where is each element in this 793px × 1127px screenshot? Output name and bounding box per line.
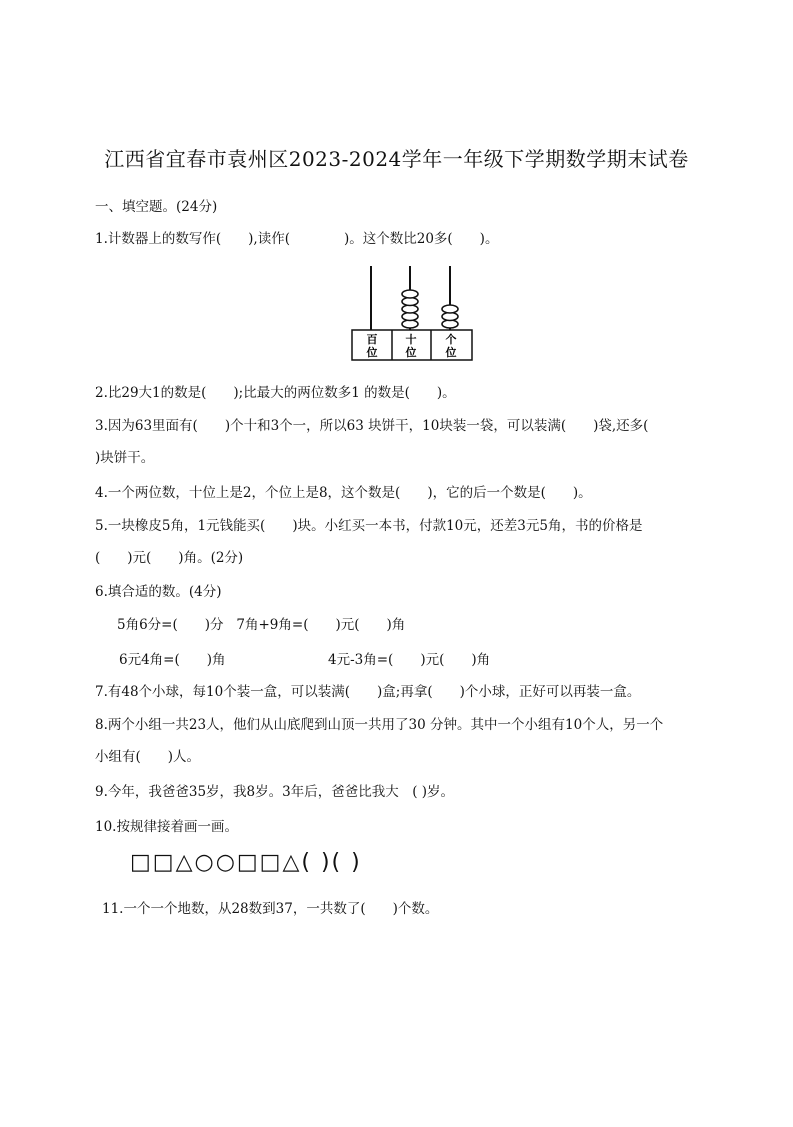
question-6-row-2b: 4元-3角=( )元( )角: [328, 652, 491, 668]
question-3-line-2: )块饼干。: [95, 450, 155, 466]
question-4: 4.一个两位数，十位上是2，个位上是8，这个数是( )，它的后一个数是( )。: [95, 485, 592, 501]
question-6: 6.填合适的数。(4分): [95, 584, 222, 600]
question-8-line-1: 8.两个小组一共23人，他们从山底爬到山顶一共用了30 分钟。其中一个小组有10个人，另一个: [95, 717, 664, 733]
abacus-bead-tens: [402, 290, 418, 298]
abacus-bead-ones: [442, 305, 458, 313]
question-2: 2.比29大1的数是( );比最大的两位数多1 的数是( )。: [95, 385, 456, 401]
abacus-figure: [348, 263, 478, 363]
section-heading: 一、填空题。(24分): [95, 199, 218, 215]
question-7: 7.有48个小球，每10个装一盒，可以装满( )盒;再拿( )个小球，正好可以再装一盒。: [95, 684, 641, 700]
page-title: 江西省宜春市袁州区2023-2024学年一年级下学期数学期末试卷: [104, 147, 689, 171]
question-9: 9.今年，我爸爸35岁，我8岁。3年后，爸爸比我大 ( )岁。: [95, 784, 455, 800]
question-1: 1.计数器上的数写作( ),读作( )。这个数比20多( )。: [95, 231, 499, 247]
question-10: 10.按规律接着画一画。: [95, 819, 238, 835]
question-11: 11.一个一个地数，从28数到37，一共数了( )个数。: [102, 901, 439, 917]
question-6-row-1: 5角6分=( )分 7角+9角=( )元( )角: [117, 617, 406, 633]
question-8-line-2: 小组有( )人。: [95, 749, 201, 765]
question-6-row-2a: 6元4角=( )角: [119, 652, 226, 668]
svg-text:位: 位: [445, 346, 457, 359]
pattern-shapes: □□△○○□□△( )( ): [130, 850, 362, 875]
abacus-label-tens: 十: [405, 333, 417, 346]
question-5-line-1: 5.一块橡皮5角，1元钱能买( )块。小红买一本书，付款10元，还差3元5角，书的价格是: [95, 518, 643, 534]
abacus-label-hundreds: 百: [366, 333, 378, 346]
question-3-line-1: 3.因为63里面有( )个十和3个一，所以63 块饼干，10块装一袋，可以装满( )袋,还多(: [95, 418, 649, 434]
abacus-label-ones: 个: [445, 333, 457, 346]
svg-text:位: 位: [366, 346, 378, 359]
svg-text:位: 位: [405, 346, 417, 359]
question-5-line-2: ( )元( )角。(2分): [95, 550, 244, 566]
